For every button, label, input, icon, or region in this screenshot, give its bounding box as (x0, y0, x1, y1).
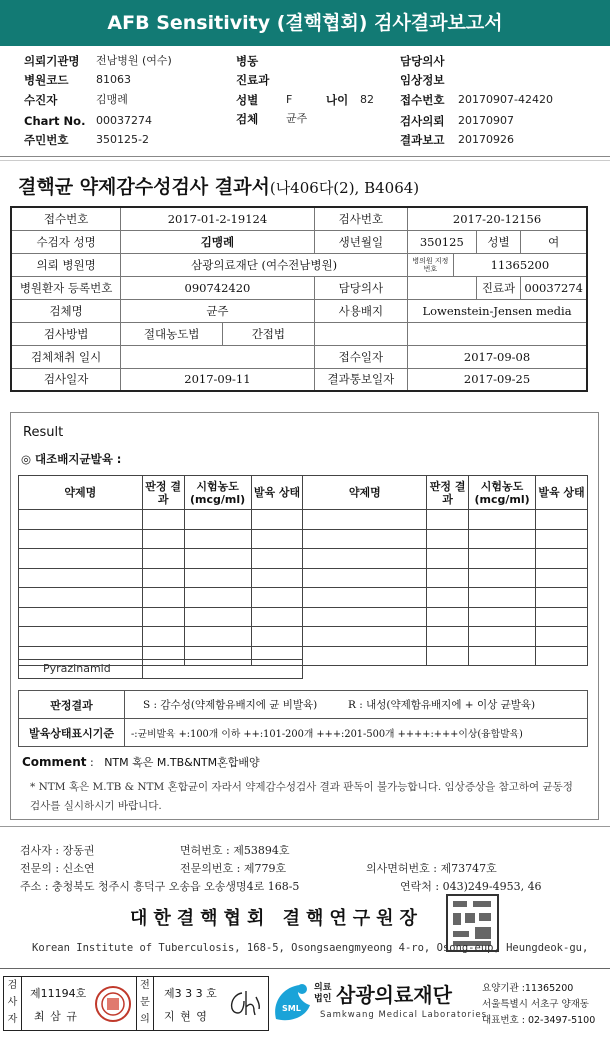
specialist-license: 전문의번호 : 제779호 (180, 862, 287, 875)
collect-value (121, 345, 314, 368)
tester-license: 면허번호 : 제53894호 (180, 844, 290, 857)
specialist-vertical-label: 전문의 (136, 977, 154, 1030)
request-label: 검사의뢰 (400, 114, 445, 128)
document-title-main: 결핵균 약제감수성검사 결과서 (18, 176, 270, 198)
doctor-label: 담당의사 (400, 54, 445, 68)
logo-english: Samkwang Medical Laboratories (320, 1010, 488, 1020)
col-drug: 약제명 (303, 476, 427, 510)
registration-value: 090742420 (121, 276, 314, 299)
patient-value: 김맹례 (96, 93, 128, 106)
tester-name: 최 삼 규 (34, 1010, 78, 1023)
tester-vertical-label: 검사자 (4, 977, 22, 1030)
logo-prefix-text: 의료법인 (314, 983, 332, 1004)
judge-resistant: R : 내성(약제함유배지에 + 이상 균발육) (347, 699, 536, 711)
sml-logo-icon (272, 981, 312, 1023)
comment: Comment : NTM 혹은 M.TB&NTM혼합배양 (22, 755, 260, 769)
method-indirect: 간접법 (223, 322, 315, 345)
document-title (18, 172, 419, 199)
receipt-label: 접수번호 (400, 93, 445, 107)
sml-abbr: SML (282, 1004, 301, 1013)
judge-legend-label: 판정결과 (19, 691, 125, 719)
col-conc: 시험농도 (mcg/ml) (184, 476, 251, 510)
pyrazinamid-label: Pyrazinamid (19, 660, 143, 678)
col-conc: 시험농도 (mcg/ml) (469, 476, 536, 510)
tester: 검사자 : 장동권 (20, 844, 95, 857)
logo-prefix (314, 983, 334, 1005)
sml-logo (272, 975, 607, 1035)
institute-english: Korean Institute of Tuberculosis, 168-5, Osongsaengmyeong 4-ro, Osong-eup, Heungdeok-gu, (32, 942, 589, 954)
id-label: 주민번호 (24, 133, 69, 147)
registration-label: 병원환자 등록번호 (11, 276, 121, 299)
judge-legend-value (125, 691, 588, 719)
receive-date-value: 2017-09-08 (408, 345, 587, 368)
growth-legend-label: 발육상태표시기준 (19, 719, 125, 747)
col-growth: 발육 상태 (251, 476, 303, 510)
info-line-1: 요양기관 :11365200 (482, 983, 574, 994)
legend-table (18, 690, 588, 747)
footer (0, 968, 610, 1040)
id-value: 350125-2 (96, 133, 149, 146)
specimen-value-cell: 균주 (121, 299, 314, 322)
info-table (10, 206, 588, 392)
dept-label: 진료과 (236, 73, 270, 87)
doctor-label-cell: 담당의사 (314, 276, 407, 299)
col-growth: 발육 상태 (536, 476, 588, 510)
method-label: 검사방법 (11, 322, 121, 345)
table-row (19, 549, 588, 569)
specimen-label: 검체 (236, 112, 259, 126)
table-row (19, 568, 588, 588)
col-judge: 판정 결과 (142, 476, 184, 510)
test-no-label: 검사번호 (314, 207, 407, 230)
collect-label: 검체채취 일시 (11, 345, 121, 368)
notify-date-value: 2017-09-25 (408, 368, 587, 391)
dept-value-cell: 00037274 (521, 276, 587, 299)
signature-box (3, 976, 269, 1031)
request-value: 20170907 (458, 114, 514, 127)
info-line-3: 대표번호 : 02-3497-5100 (482, 1015, 596, 1026)
divider (0, 160, 610, 161)
judge-susceptible: S : 감수성(약제함유배지에 균 비발육) (143, 699, 318, 711)
table-row (19, 510, 588, 530)
code-value: 81063 (96, 73, 131, 86)
name-label: 수검자 성명 (11, 230, 121, 253)
col-judge: 판정 결과 (427, 476, 469, 510)
medium-label: 사용배지 (314, 299, 407, 322)
test-date-value: 2017-09-11 (121, 368, 314, 391)
receipt-value: 20170907-42420 (458, 93, 553, 106)
comment-note: * NTM 혹은 M.TB & NTM 혼합균이 자라서 약제감수성검사 결과 판독이 불가능합니다. 임상증상을 참고하여 균동정검사를 실시하시기 바랍니다. (30, 781, 573, 812)
table-row (19, 607, 588, 627)
receipt-no-label: 접수번호 (11, 207, 121, 230)
tester-seal-icon (94, 985, 132, 1023)
report-header (24, 52, 604, 150)
test-no-value: 2017-20-12156 (408, 207, 587, 230)
hospital-name-value: 삼광의료재단 (여수전남병원) (121, 253, 408, 276)
comment-label: Comment (22, 755, 87, 769)
hospital-number-value: 11365200 (453, 253, 587, 276)
specimen-label-cell: 검체명 (11, 299, 121, 322)
medium-value: Lowenstein-Jensen media (408, 299, 587, 322)
chart-value: 00037274 (96, 114, 152, 127)
receive-date-label: 접수일자 (314, 345, 407, 368)
dob-value: 350125 (408, 230, 476, 253)
age-label: 나이 (326, 93, 349, 107)
report-label: 결과보고 (400, 133, 445, 147)
dept-label-cell: 진료과 (476, 276, 521, 299)
specimen-value: 균주 (286, 112, 308, 125)
age-value: 82 (360, 93, 374, 106)
receipt-no-value: 2017-01-2-19124 (121, 207, 314, 230)
specialist-name: 지 현 영 (164, 1010, 208, 1023)
drug-table (18, 475, 588, 666)
table-row (19, 529, 588, 549)
address: 주소 : 충청북도 청주시 흥덕구 오송읍 오송생명4로 168-5 (20, 880, 300, 893)
contact: 연락처 : 043)249-4953, 46 (400, 880, 542, 893)
method-absolute: 절대농도법 (121, 322, 223, 345)
document-title-sub: (나406다(2), B4064) (269, 179, 420, 197)
sex-value: F (286, 93, 293, 106)
doctor-license: 의사면허번호 : 제73747호 (366, 862, 497, 875)
pyrazinamid-row (18, 659, 303, 679)
drug-table-header (19, 476, 588, 510)
specialist: 전문의 : 신소연 (20, 862, 95, 875)
empty-cell (408, 322, 587, 345)
comment-text: NTM 혹은 M.TB&NTM혼합배양 (104, 756, 260, 769)
dob-label: 생년월일 (314, 230, 407, 253)
report-title: AFB Sensitivity (결핵협회) 검사결과보고서 (0, 0, 610, 46)
col-drug: 약제명 (19, 476, 143, 510)
sex-label-cell: 성별 (476, 230, 521, 253)
report-value: 20170926 (458, 133, 514, 146)
divider (0, 826, 610, 827)
hospital-label: 의뢰기관명 (24, 54, 80, 68)
notify-date-label: 결과통보일자 (314, 368, 407, 391)
hospital-value: 전남병원 (여수) (96, 54, 172, 67)
table-row (19, 588, 588, 608)
sex-label: 성별 (236, 93, 259, 107)
table-row (19, 627, 588, 647)
ward-label: 병동 (236, 54, 259, 68)
name-value: 김맹례 (121, 230, 314, 253)
result-title: Result (23, 425, 64, 440)
growth-legend-value: -:균비발육 +:100개 이하 ++:101-200개 +++:201-500개 ++++:+++이상(융합발육) (125, 719, 588, 747)
test-date-label: 검사일자 (11, 368, 121, 391)
institute-korean: 대한결핵협회 결핵연구원장 (130, 908, 423, 929)
chart-label: Chart No. (24, 114, 86, 128)
tester-number: 제11194호 (30, 987, 87, 1000)
empty-cell (314, 322, 407, 345)
code-label: 병원코드 (24, 73, 69, 87)
sex-value-cell: 여 (521, 230, 587, 253)
hospital-number-label: 병의원 지정번호 (408, 253, 454, 276)
clinical-label: 임상정보 (400, 73, 445, 87)
control-culture: ◎ 대조배지균발육 : (21, 452, 122, 466)
patient-label: 수진자 (24, 93, 58, 107)
specialist-number: 제3 3 3 호 (164, 987, 217, 1000)
doctor-value-cell (408, 276, 476, 299)
logo-info (482, 981, 595, 1029)
divider (0, 156, 610, 157)
signature-icon (226, 987, 262, 1021)
hospital-name-label: 의뢰 병원명 (11, 253, 121, 276)
logo-name: 삼광의료재단 (336, 983, 452, 1007)
info-line-2: 서울특별시 서초구 양재동 (482, 999, 589, 1010)
